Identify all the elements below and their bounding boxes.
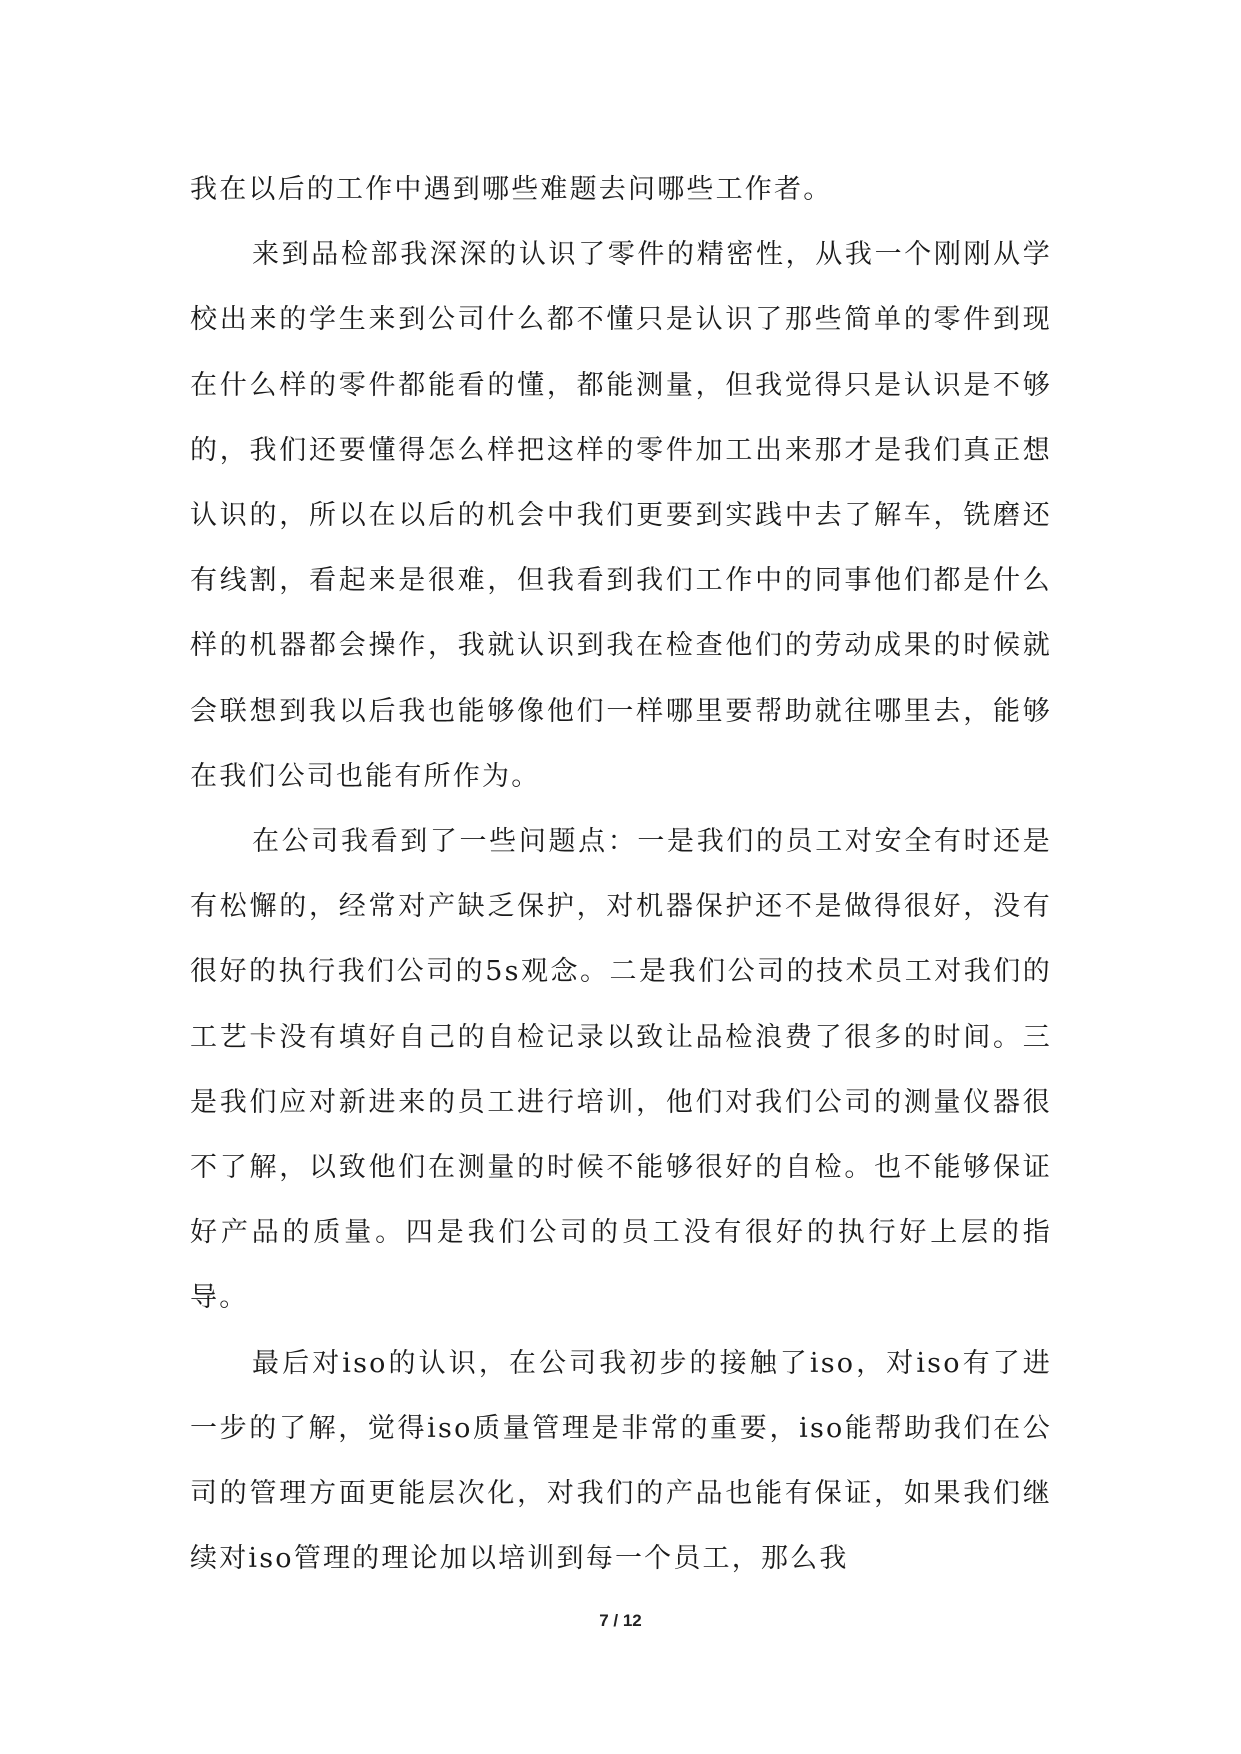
paragraph-1: 我在以后的工作中遇到哪些难题去问哪些工作者。 bbox=[190, 174, 833, 205]
paragraph-4: 最后对iso的认识，在公司我初步的接触了iso，对iso有了进一步的了解，觉得iso质量管理是非常的重要，iso能帮助我们在公司的管理方面更能层次化，对我们的产品也能有保证，如果我们继续对iso管理的理论加以培训到每一个员工，那么我 bbox=[190, 1347, 1052, 1575]
paragraph-2: 来到品检部我深深的认识了零件的精密性，从我一个刚刚从学校出来的学生来到公司什么都不懂只是认识了那些简单的零件到现在什么样的零件都能看的懂，都能测量，但我觉得只是认识是不够的，我们还要懂得怎么样把这样的零件加工出来那才是我们真正想认识的，所以在以后的机会中我们更要到实践中去了解车，铣磨还有线割，看起来是很难，但我看到我们工作中的同事他们都是什么样的机器都会操作，我就认识到我在检查他们的劳动成果的时候就会联想到我以后我也能够像他们一样哪里要帮助就往哪里去，能够在我们公司也能有所作为。 bbox=[190, 239, 1052, 792]
page-number: 7 / 12 bbox=[599, 1611, 642, 1630]
document-body bbox=[190, 157, 1052, 1591]
paragraph-3: 在公司我看到了一些问题点：一是我们的员工对安全有时还是有松懈的，经常对产缺乏保护，对机器保护还不是做得很好，没有很好的执行我们公司的5s观念。二是我们公司的技术员工对我们的工艺卡没有填好自己的自检记录以致让品检浪费了很多的时间。三是我们应对新进来的员工进行培训，他们对我们公司的测量仪器很不了解，以致他们在测量的时候不能够很好的自检。也不能够保证好产品的质量。四是我们公司的员工没有很好的执行好上层的指导。 bbox=[190, 826, 1052, 1314]
